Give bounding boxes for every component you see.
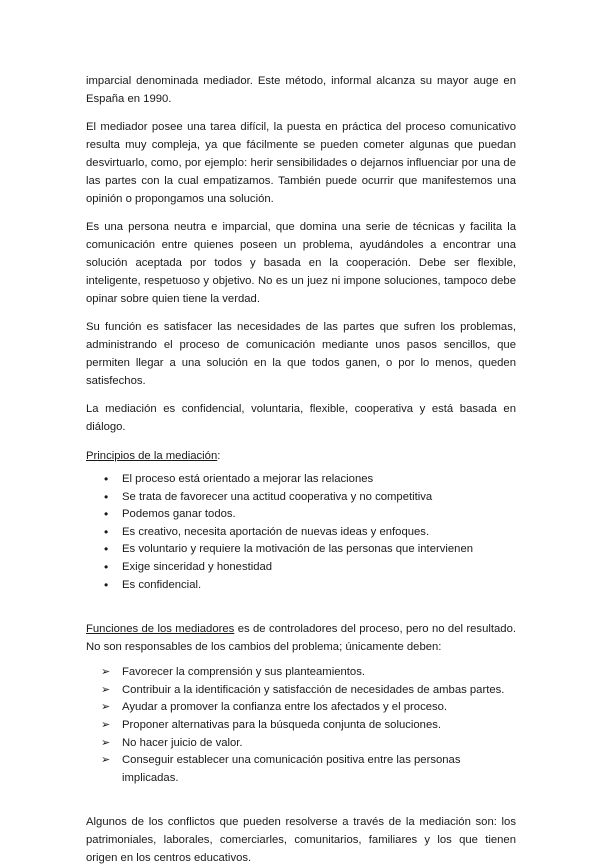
funciones-text: es de controladores del proceso, pero no del resultado. No son responsables de los cambios del problema; únicamente deben: xyxy=(86,623,516,654)
list-item: • Es voluntario y requiere la motivación de las personas que intervienen xyxy=(86,541,516,559)
document-page xyxy=(86,72,516,867)
principios-list xyxy=(86,471,516,594)
paragraph-intro: imparcial denominada mediador. Este método, informal alcanza su mayor auge en España en 1990. xyxy=(86,75,516,105)
funciones-list xyxy=(86,664,516,787)
principios-heading: Principios de la mediación xyxy=(86,450,218,462)
list-item: • Se trata de favorecer una actitud cooperativa y no competitiva xyxy=(86,489,516,507)
paragraph-function: Su función es satisfacer las necesidades de las partes que sufren los problemas, administrando el proceso de comunicación mediante unos pasos sencillos, que permiten llegar a una solución en la que todos ganen, o por lo menos, queden satisfechos. xyxy=(86,321,516,387)
list-item: ➢ Conseguir establecer una comunicación positiva entre las personas implicadas. xyxy=(86,752,516,787)
list-item: ➢ Ayudar a promover la confianza entre los afectados y el proceso. xyxy=(86,699,516,717)
list-item: • Podemos ganar todos. xyxy=(86,506,516,524)
paragraph-mediator-task: El mediador posee una tarea difícil, la puesta en práctica del proceso comunicativo resulta muy compleja, ya que fácilmente se pueden cometer algunas que puedan desvirtuarlo, como, por ejemplo: herir sensibilidades o dejarnos influenciar por una de las partes con la cual empatizamos. También puede ocurrir que manifestemos una opinión o propongamos una solución. xyxy=(86,121,516,205)
principios-heading-line xyxy=(86,447,516,465)
list-item: • Es creativo, necesita aportación de nuevas ideas y enfoques. xyxy=(86,524,516,542)
list-item: ➢ No hacer juicio de valor. xyxy=(86,735,516,753)
list-item: ➢ Contribuir a la identificación y satisfacción de necesidades de ambas partes. xyxy=(86,682,516,700)
funciones-heading: Funciones de los mediadores xyxy=(86,623,235,636)
paragraph-neutral-person: Es una persona neutra e imparcial, que domina una serie de técnicas y facilita la comunicación entre quienes poseen un problema, ayudándoles a encontrar una solución aceptada por todos y basada en la cooperación. Debe ser flexible, inteligente, respetuoso y objetivo. No es un juez ni impone soluciones, tampoco debe opinar sobre quien tiene la verdad. xyxy=(86,221,516,305)
list-item: • El proceso está orientado a mejorar las relaciones xyxy=(86,471,516,489)
list-item: • Es confidencial. xyxy=(86,577,516,595)
list-item: ➢ Favorecer la comprensión y sus planteamientos. xyxy=(86,664,516,682)
funciones-paragraph xyxy=(86,620,516,656)
principios-colon: : xyxy=(217,450,221,462)
paragraph-confidential: La mediación es confidencial, voluntaria, flexible, cooperativa y está basada en diálogo. xyxy=(86,403,516,433)
list-item: • Exige sinceridad y honestidad xyxy=(86,559,516,577)
list-item: ➢ Proponer alternativas para la búsqueda conjunta de soluciones. xyxy=(86,717,516,735)
paragraph-closing: Algunos de los conflictos que pueden resolverse a través de la mediación son: los patrimoniales, laborales, comerciarles, comunitarios, familiares y los que tienen origen en los centros educativos. xyxy=(86,816,516,865)
